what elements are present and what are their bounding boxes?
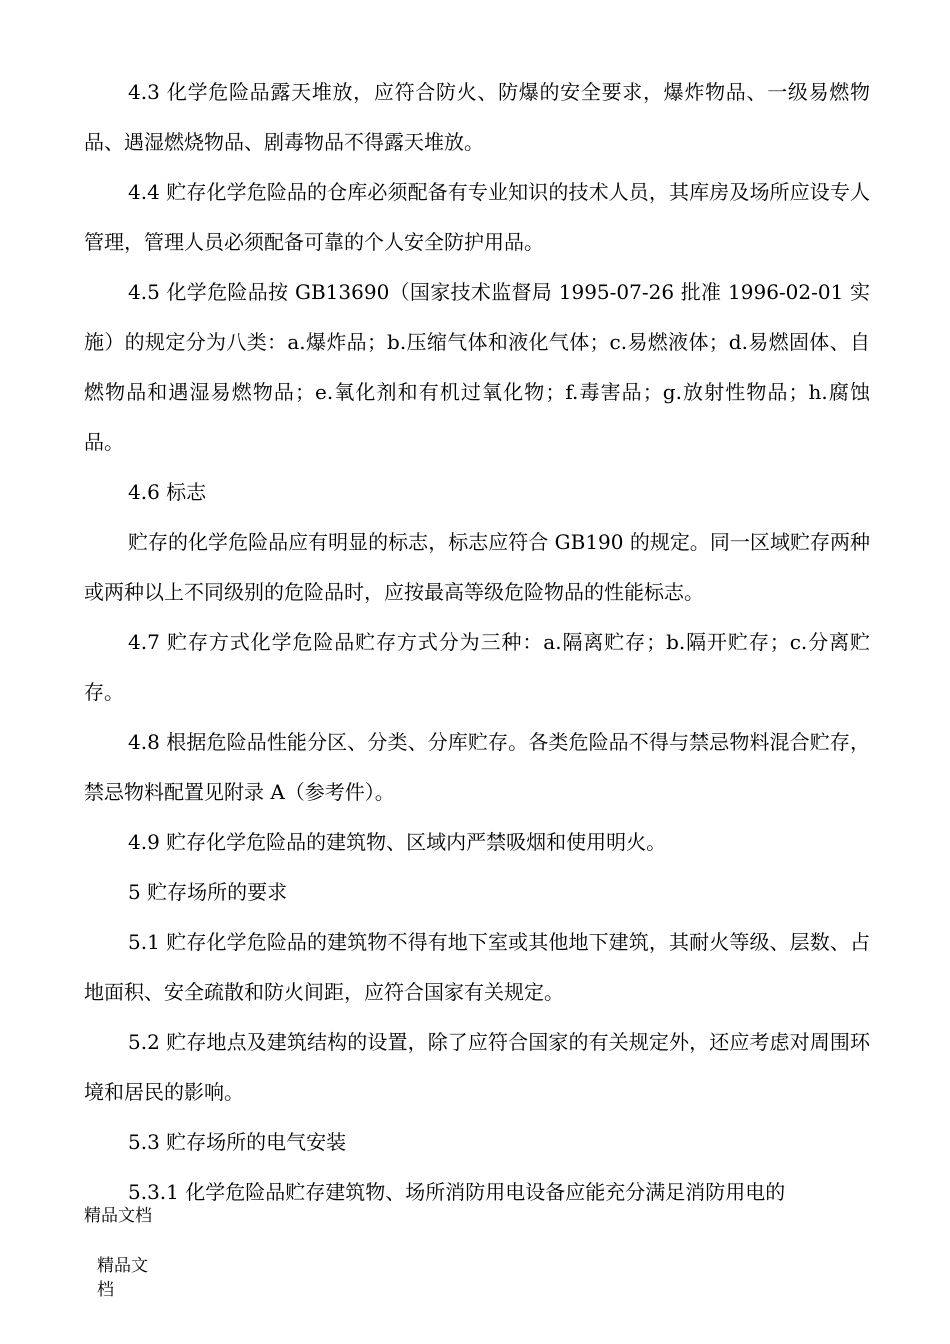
paragraph-5-3-1: 5.3.1 化学危险品贮存建筑物、场所消防用电设备应能充分满足消防用电的 <box>128 1180 786 1204</box>
heading-5: 5 贮存场所的要求 <box>128 880 288 904</box>
paragraph-4-5: 4.5 化学危险品按 GB13690（国家技术监督局 1995-07-26 批准 1996-02-01 实施）的规定分为八类：a.爆炸品；b.压缩气体和液化气体；c.易燃液体；d.易燃固体、自燃物品和遇湿易燃物品；e.氧化剂和有机过氧化物；f.毒害品；g.放射性物品；h.腐蚀品。 <box>84 280 870 454</box>
footer-side-label: 精品文档 <box>97 1256 148 1300</box>
paragraph-5-2: 5.2 贮存地点及建筑结构的设置，除了应符合国家的有关规定外，还应考虑对周围环境和居民的影响。 <box>84 1030 870 1104</box>
heading-5-3: 5.3 贮存场所的电气安装 <box>128 1130 347 1154</box>
footer-label: 精品文档 <box>84 1206 152 1226</box>
document-body <box>84 67 870 1217</box>
paragraph-4-7: 4.7 贮存方式化学危险品贮存方式分为三种：a.隔离贮存；b.隔开贮存；c.分离贮存。 <box>84 630 870 704</box>
paragraph-4-9: 4.9 贮存化学危险品的建筑物、区域内严禁吸烟和使用明火。 <box>128 830 667 854</box>
paragraph-5-1: 5.1 贮存化学危险品的建筑物不得有地下室或其他地下建筑，其耐火等级、层数、占地面积、安全疏散和防火间距，应符合国家有关规定。 <box>84 930 870 1004</box>
paragraph-4-4: 4.4 贮存化学危险品的仓库必须配备有专业知识的技术人员，其库房及场所应设专人管理，管理人员必须配备可靠的个人安全防护用品。 <box>84 180 870 254</box>
heading-4-6: 4.6 标志 <box>128 480 207 504</box>
paragraph-4-6-body: 贮存的化学危险品应有明显的标志，标志应符合 GB190 的规定。同一区域贮存两种或两种以上不同级别的危险品时，应按最高等级危险物品的性能标志。 <box>84 530 870 604</box>
paragraph-4-3: 4.3 化学危险品露天堆放，应符合防火、防爆的安全要求，爆炸物品、一级易燃物品、遇湿燃烧物品、剧毒物品不得露天堆放。 <box>84 80 870 154</box>
paragraph-4-8: 4.8 根据危险品性能分区、分类、分库贮存。各类危险品不得与禁忌物料混合贮存，禁忌物料配置见附录 A（参考件）。 <box>84 730 870 804</box>
